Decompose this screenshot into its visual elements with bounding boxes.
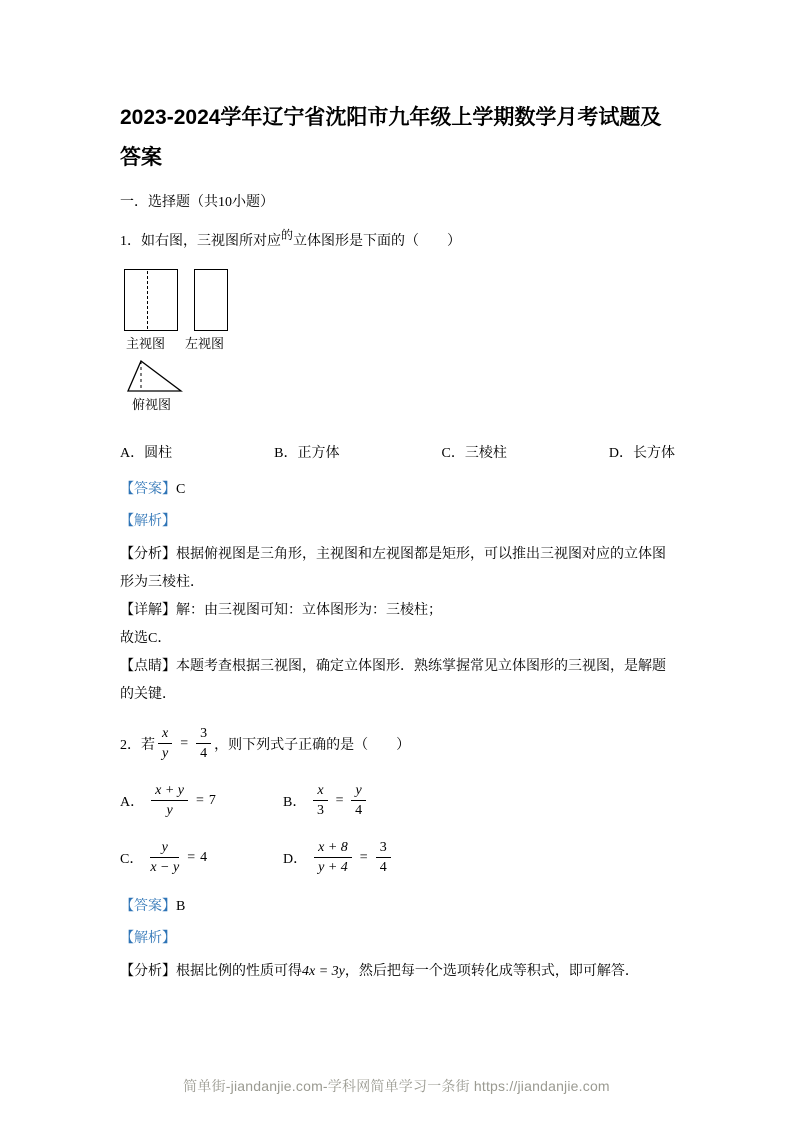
q2-option-b (283, 782, 369, 819)
q2-option-a-label: A． (120, 794, 145, 810)
q1-conclusion: 故选C． (120, 631, 172, 646)
q2-option-c-equals: = (187, 849, 196, 865)
left-view-label: 左视图 (185, 336, 225, 351)
q1-detail-paragraph: 【详解】解：由三视图可知：立体图形为：三棱柱； (120, 603, 442, 618)
top-view-shape (126, 358, 184, 394)
q2-answer-value: B (176, 899, 186, 914)
question-2-stem (120, 725, 675, 762)
q2-option-c (120, 839, 283, 876)
q2-jiexi-label: 【解析】 (120, 931, 176, 946)
q2-stem-fraction-1: $\frac{x}{y}$ (158, 725, 172, 762)
question-1-stem (120, 230, 675, 253)
front-view-shape (124, 269, 178, 331)
q2-option-d-fraction-left: $\frac{x + 8}{y + 4}$ (314, 839, 352, 876)
q2-analysis-post: ，然后把每一个选项转化成等积式，即可解答． (344, 964, 639, 979)
q2-option-a-equals: = (196, 792, 204, 808)
q2-option-d-label: D． (283, 851, 308, 867)
q2-answer-label: 【答案】 (120, 899, 176, 914)
q2-analysis-pre: 【分析】根据比例的性质可得 (120, 964, 302, 979)
q2-option-b-fraction-right: $\frac{y}{4}$ (351, 782, 365, 819)
q1-analysis-paragraph: 【分析】根据俯视图是三角形，主视图和左视图都是矩形，可以推出三视图对应的立体图形为三棱柱． (120, 547, 666, 590)
q1-remark-paragraph: 【点睛】本题考查根据三视图，确定立体图形．熟练掌握常见立体图形的三视图，是解题的关键． (120, 659, 666, 702)
q2-analysis-paragraph (120, 958, 675, 986)
q1-stem-text-pre: 1．如右图，三视图所对应 (120, 234, 281, 249)
q2-option-a-rhs: 7 (208, 792, 216, 808)
q2-answer-line (120, 894, 675, 920)
q1-answer-value: C (176, 482, 186, 497)
front-view-dashed-line (147, 271, 148, 329)
footer-watermark: 简单街-jiandanjie.com-学科网简单学习一条街 https://jiandanjie.com (183, 1078, 610, 1094)
q2-option-d (283, 839, 394, 876)
q2-option-a (120, 782, 283, 819)
section-heading: 一．选择题（共10小题） (120, 195, 274, 210)
q2-options-row-1 (120, 782, 675, 819)
q1-option-c: C．三棱柱 (441, 446, 507, 461)
q2-stem-text-pre: 2．若 (120, 737, 155, 753)
q2-stem-text-post: ，则下列式子正确的是（ ） (214, 737, 411, 753)
q1-option-b: B．正方体 (274, 446, 340, 461)
front-view-label: 主视图 (126, 336, 166, 351)
q1-option-a: A．圆柱 (120, 446, 173, 461)
q2-analysis-math: 4x = 3y (302, 964, 345, 979)
q2-option-a-fraction: $\frac{x + y}{y}$ (151, 782, 188, 819)
q2-option-b-equals: = (335, 792, 344, 808)
q2-stem-equals: = (180, 735, 189, 751)
q2-option-c-rhs: 4 (200, 849, 208, 865)
view-labels-row (124, 333, 675, 352)
three-views-figure (120, 269, 675, 413)
q2-options-row-2 (120, 839, 675, 876)
q1-stem-text-post: 立体图形是下面的（ ） (293, 234, 462, 249)
q2-option-d-fraction-right: $\frac{3}{4}$ (376, 839, 391, 876)
q2-option-b-label: B． (283, 794, 307, 810)
q2-option-b-fraction-left: $\frac{x}{3}$ (313, 782, 327, 819)
q2-option-c-fraction: $\frac{y}{x - y}$ (150, 840, 180, 875)
q2-option-d-equals: = (359, 849, 368, 865)
q1-option-d: D．长方体 (608, 446, 675, 461)
q1-answer-label: 【答案】 (120, 482, 176, 497)
q1-options-row (120, 443, 675, 465)
front-left-views (124, 269, 675, 331)
q1-jiexi-label: 【解析】 (120, 514, 176, 529)
top-view-label: 俯视图 (132, 397, 172, 412)
left-view-shape (194, 269, 228, 331)
q1-answer-line (120, 477, 675, 503)
q1-stem-superscript: 的 (281, 228, 294, 242)
q2-stem-fraction-2: $\frac{3}{4}$ (196, 725, 211, 762)
document-title: 2023-2024学年辽宁省沈阳市九年级上学期数学月考试题及答案 (120, 106, 662, 169)
q2-option-c-label: C． (120, 851, 144, 867)
